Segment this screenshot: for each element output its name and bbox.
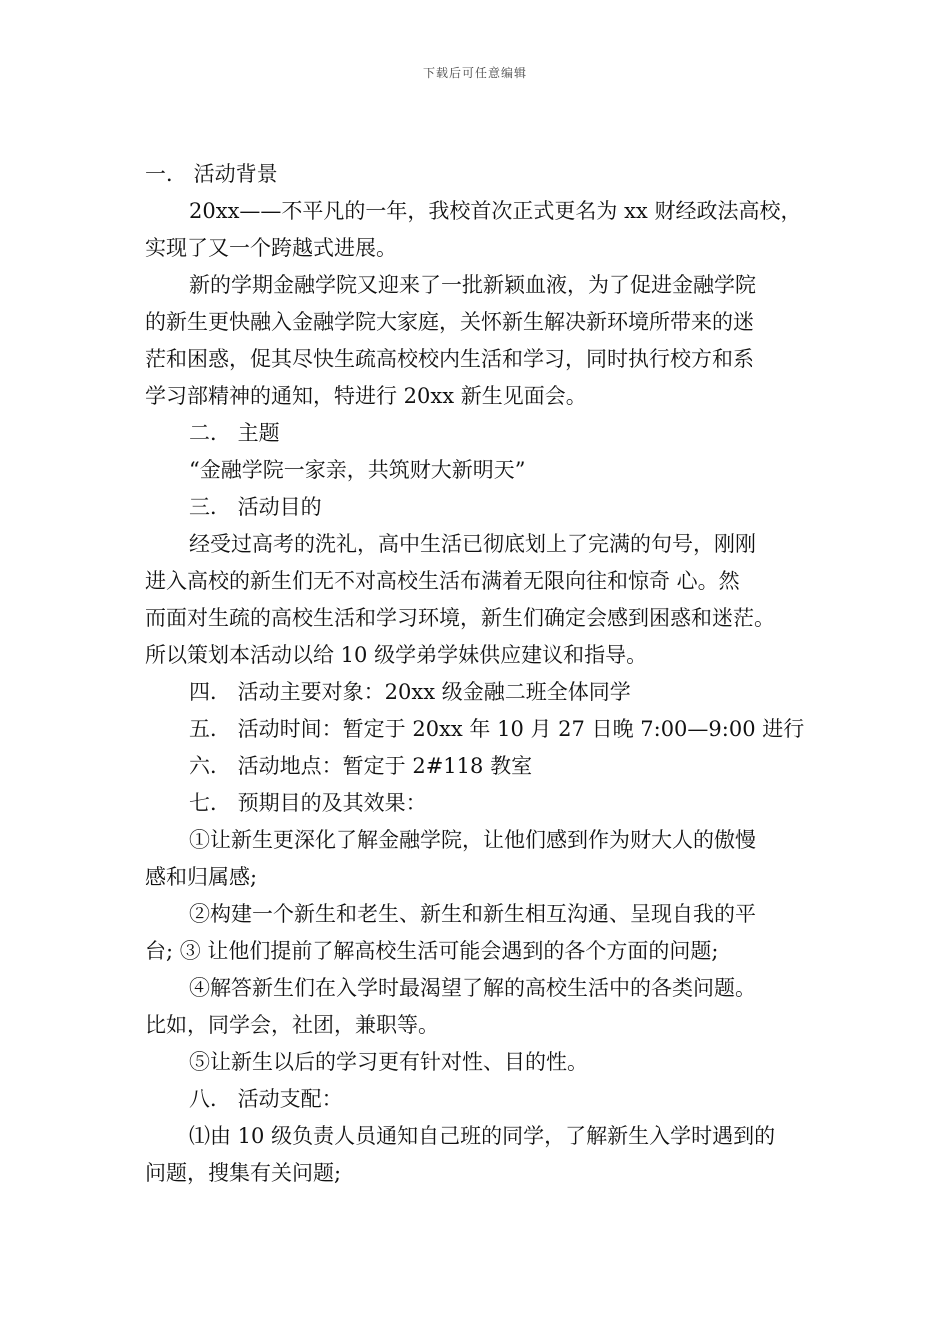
section-heading-arrangement: 八． 活动支配： bbox=[189, 1087, 343, 1111]
section-heading-time: 五． 活动时间：暂定于 20xx 年 10 月 27 日晚 7:00—9:00 进行 bbox=[189, 717, 805, 741]
list-item-line: 台; ③ 让他们提前了解高校生活可能会遇到的各个方面的问题; bbox=[145, 939, 719, 963]
paragraph-line: 新的学期金融学院又迎来了一批新颖血液，为了促进金融学院 bbox=[189, 273, 756, 297]
section-heading-background: 一． 活动背景 bbox=[145, 162, 278, 186]
paragraph-line: 实现了又一个跨越式进展。 bbox=[145, 236, 397, 260]
list-item-line: ⑤让新生以后的学习更有针对性、目的性。 bbox=[189, 1050, 588, 1074]
paragraph-line: 20xx——不平凡的一年，我校首次正式更名为 xx 财经政法高校， bbox=[189, 199, 802, 223]
paragraph-line: 的新生更快融入金融学院大家庭，关怀新生解决新环境所带来的迷 bbox=[145, 310, 754, 334]
section-heading-purpose: 三． 活动目的 bbox=[189, 495, 322, 519]
page-header-note: 下载后可任意编辑 bbox=[422, 66, 527, 80]
section-heading-audience: 四． 活动主要对象：20xx 级金融二班全体同学 bbox=[189, 680, 631, 704]
paragraph-line: 经受过高考的洗礼，高中生活已彻底划上了完满的句号，刚刚 bbox=[189, 532, 756, 556]
paragraph-line: 学习部精神的通知，特进行 20xx 新生见面会。 bbox=[145, 384, 587, 408]
document-body bbox=[145, 156, 820, 1192]
theme-slogan: “金融学院一家亲，共筑财大新明天” bbox=[189, 458, 526, 482]
section-heading-theme: 二． 主题 bbox=[189, 421, 280, 445]
paragraph-line: 所以策划本活动以给 10 级学弟学妹供应建议和指导。 bbox=[145, 643, 648, 667]
section-heading-location: 六． 活动地点：暂定于 2#118 教室 bbox=[189, 754, 533, 778]
list-item-line: 感和归属感; bbox=[145, 865, 258, 889]
list-item-line: ④解答新生们在入学时最渴望了解的高校生活中的各类问题。 bbox=[189, 976, 756, 1000]
section-heading-effects: 七． 预期目的及其效果： bbox=[189, 791, 427, 815]
paragraph-line: 茫和困惑，促其尽快生疏高校校内生活和学习，同时执行校方和系 bbox=[145, 347, 754, 371]
list-item-line: ②构建一个新生和老生、新生和新生相互沟通、呈现自我的平 bbox=[189, 902, 756, 926]
list-item-line: ⑴由 10 级负责人员通知自己班的同学，了解新生入学时遇到的 bbox=[189, 1124, 776, 1148]
list-item-line: 比如，同学会，社团，兼职等。 bbox=[145, 1013, 439, 1037]
paragraph-line: 进入高校的新生们无不对高校生活布满着无限向往和惊奇 心。然 bbox=[145, 569, 740, 593]
list-item-line: ①让新生更深化了解金融学院，让他们感到作为财大人的傲慢 bbox=[189, 828, 756, 852]
paragraph-line: 而面对生疏的高校生活和学习环境，新生们确定会感到困惑和迷茫。 bbox=[145, 606, 775, 630]
list-item-line: 问题，搜集有关问题; bbox=[145, 1161, 342, 1185]
